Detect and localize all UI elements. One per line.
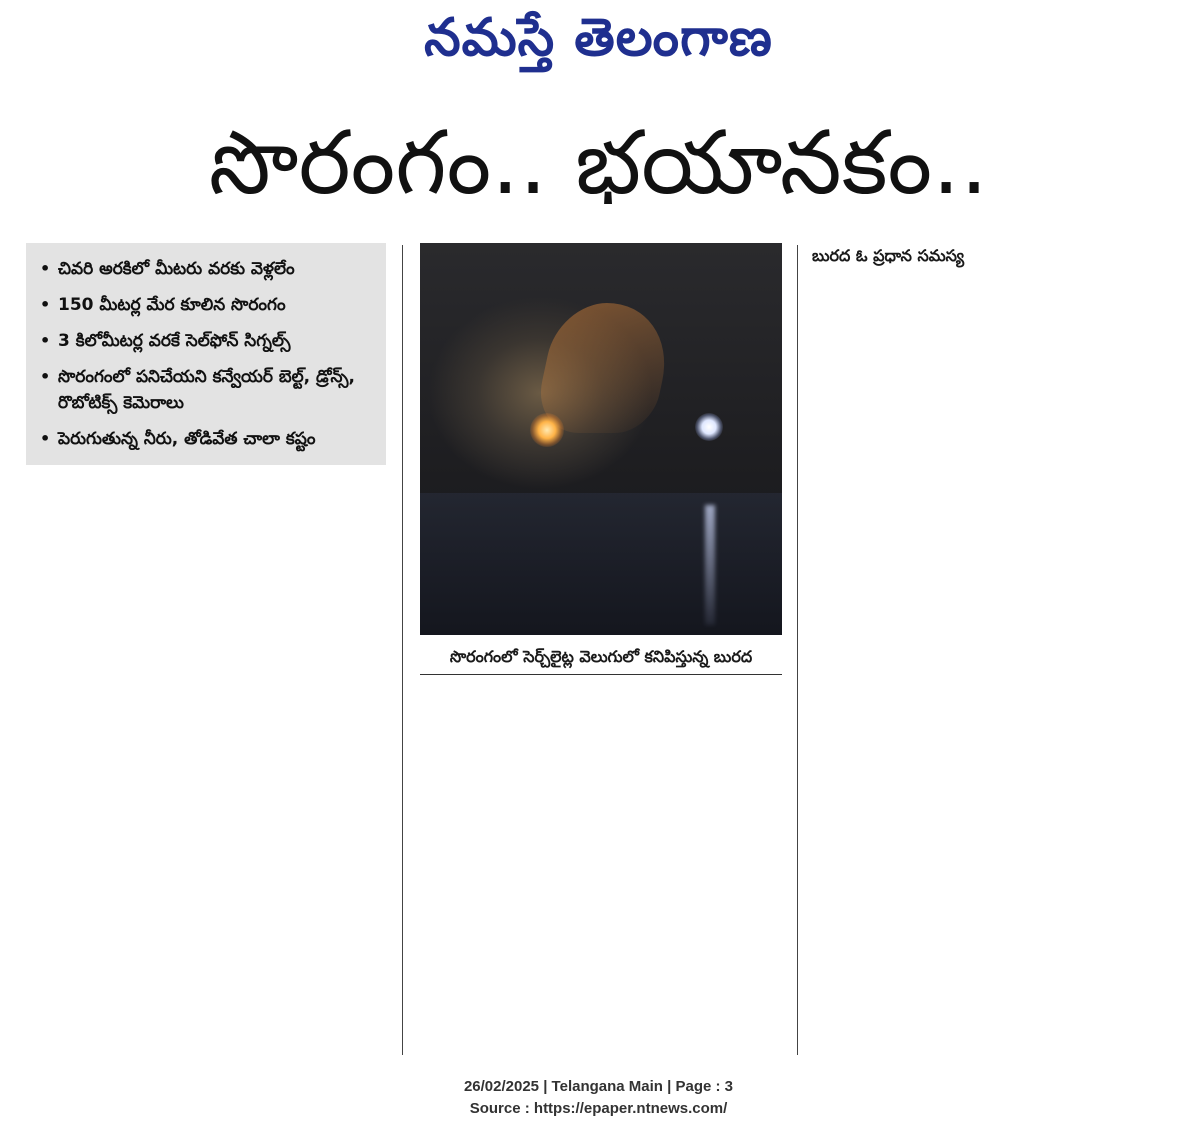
highlight-item: • చివరి అరకిలో మీటరు వరకు వెళ్లలేం (26, 251, 386, 287)
bullet-icon: • (40, 367, 51, 386)
footer-dateline: 26/02/2025 | Telangana Main | Page : 3 (463, 1078, 734, 1095)
footer-source: Source : https://epaper.ntnews.com/ (469, 1100, 728, 1117)
article-column-3 (812, 243, 1174, 270)
column-divider (402, 245, 403, 1055)
column-divider (797, 245, 798, 1055)
masthead: నమస్తే తెలంగాణ (424, 8, 773, 68)
headline: సొరంగం.. భయానకం.. (208, 111, 989, 214)
tunnel-photo (420, 243, 782, 635)
photo-caption: సొరంగంలో సెర్చ్‌లైట్ల వెలుగులో కనిపిస్తున్న బురద (420, 640, 782, 675)
bullet-icon: • (40, 259, 51, 278)
highlights-box (26, 243, 386, 465)
highlight-item: • సొరంగంలో పనిచేయని కన్వేయర్ బెల్ట్, డ్రోన్స్, రొబోటిక్స్ కెమెరాలు (26, 359, 386, 421)
bullet-icon: • (40, 331, 51, 350)
column-subhead: బురద ఓ ప్రధాన సమస్య (812, 246, 965, 265)
searchlight-glow (695, 413, 723, 441)
bullet-icon: • (40, 429, 51, 448)
bullet-icon: • (40, 295, 51, 314)
highlight-item: • పెరుగుతున్న నీరు, తోడివేత చాలా కష్టం (26, 421, 386, 457)
searchlight-glow (530, 413, 564, 447)
highlight-item: • 3 కిలోమీటర్ల వరకే సెల్‌ఫోన్ సిగ్నల్స్ (26, 323, 386, 359)
highlight-item: • 150 మీటర్ల మేర కూలిన సొరంగం (26, 287, 386, 323)
